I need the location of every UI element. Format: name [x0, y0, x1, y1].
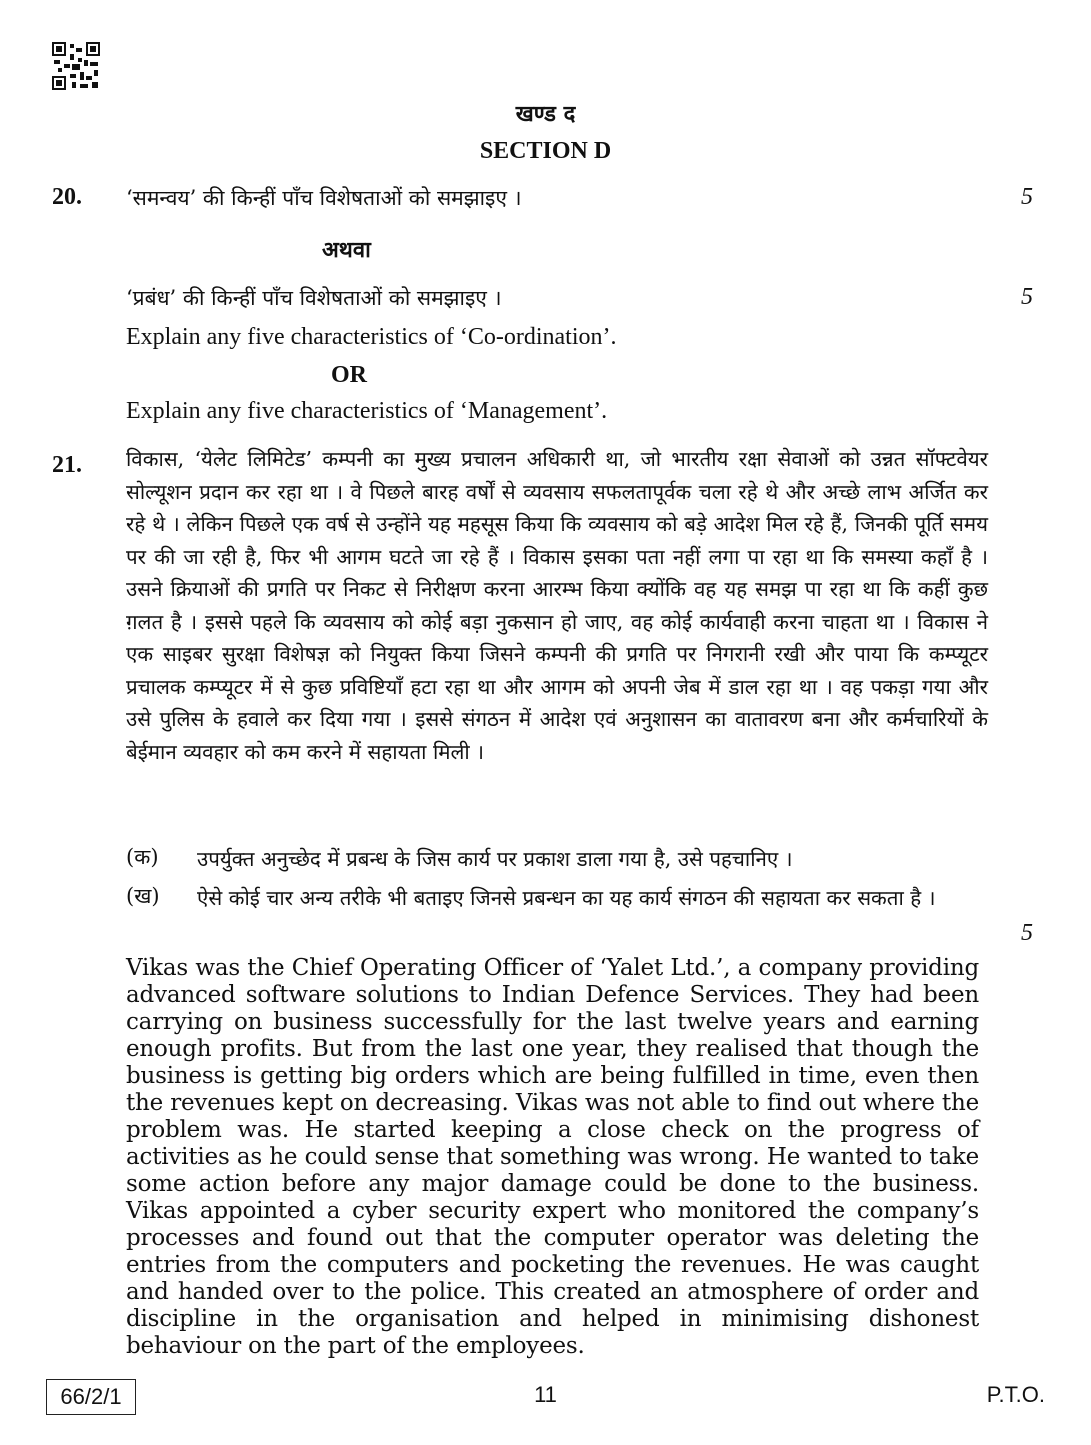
q20-or-english: OR [331, 362, 367, 388]
q20-marks-a: 5 [1021, 184, 1033, 210]
q21-hindi-paragraph: विकास, ‘येलेट लिमिटेड’ कम्पनी का मुख्य प्रचालन अधिकारी था, जो भारतीय रक्षा सेवाओं को उन्नत सॉफ्टवेयर सोल्यूशन प्रदान कर रहा था । वे पिछले बारह वर्षों से व्यवसाय सफलतापूर्वक चला रहे थे और अच्छे लाभ अर्जित कर रहे थे । लेकिन पिछले एक वर्ष से उन्होंने यह महसूस किया कि व्यवसाय को बड़े आदेश मिल रहे हैं, जिनकी पूर्ति समय पर की जा रही है, फिर भी आगम घटते जा रहे हैं । विकास इसका पता नहीं लगा पा रहा था कि समस्या कहाँ है । उसने क्रियाओं की प्रगति पर निकट से निरीक्षण करना आरम्भ किया क्योंकि वह यह समझ पा रहा था कि कहीं कुछ ग़लत है । इससे पहले कि व्यवसाय को कोई बड़ा नुकसान हो जाए, वह कोई कार्यवाही करना चाहता था । विकास ने एक साइबर सुरक्षा विशेषज्ञ को नियुक्त किया जिसने कम्पनी की प्रगति पर निगरानी रखी और पाया कि कम्प्यूटर प्रचालक कम्प्यूटर में से कुछ प्रविष्टियाँ हटा रहा था और आगम को अपनी जेब में डाल रहा था । वह पकड़ा गया और उसे पुलिस के हवाले कर दिया गया । इससे संगठन में आदेश एवं अनुशासन का वातावरण बना और कर्मचारियों के बेईमान व्यवहार को कम करने में सहायता मिली । [126, 447, 988, 764]
question-number-21: 21. [52, 452, 82, 478]
q21-english-paragraph: Vikas was the Chief Operating Officer of ‘Yalet Ltd.’, a company providing advanced software solutions to Indian Defence Services. They had been carrying on business successfully for the last twelve years and earning enough profits. But from the last one year, they realised that though the business is getting big orders which are being fulfilled in time, even then the revenues kept on decreasing. Vikas was not able to find out where the problem was. He started keeping a close check on the progress of activities as he could sense that something was wrong. He wanted to take some action before any major damage could be done to the business. Vikas appointed a cyber security expert who monitored the company’s processes and found out that the computer operator was deleting the entries from the computers and pocketing the revenues. He was caught and handed over to the police. This created an atmosphere of order and discipline in the organisation and helped in minimising dishonest behaviour on the part of the employees. [126, 955, 979, 1359]
q21-marks: 5 [1021, 920, 1033, 946]
please-turn-over: P.T.O. [986, 1382, 1045, 1407]
q21-sub-b-label: (ख) [126, 884, 160, 908]
q20-english-b: Explain any five characteristics of ‘Management’. [126, 398, 608, 424]
q20-or-hindi: अथवा [322, 237, 371, 263]
qr-code-icon [52, 42, 100, 90]
page-number: 11 [534, 1382, 557, 1407]
q21-sub-a-text: उपर्युक्त अनुच्छेद में प्रबन्ध के जिस कार्य पर प्रकाश डाला गया है, उसे पहचानिए । [197, 847, 793, 871]
section-title-hindi: खण्ड द [515, 101, 576, 127]
q20-marks-b: 5 [1021, 284, 1033, 310]
q20-hindi-a: ‘समन्वय’ की किन्हीं पाँच विशेषताओं को समझाइए । [126, 186, 522, 210]
q20-english-a: Explain any five characteristics of ‘Co-ordination’. [126, 324, 617, 350]
question-number-20: 20. [52, 184, 82, 210]
paper-code-box: 66/2/1 [46, 1379, 136, 1415]
section-title-english: SECTION D [479, 138, 612, 164]
q21-sub-b-text: ऐसे कोई चार अन्य तरीके भी बताइए जिनसे प्रबन्धन का यह कार्य संगठन की सहायता कर सकता है । [197, 886, 936, 910]
q20-hindi-b: ‘प्रबंध’ की किन्हीं पाँच विशेषताओं को समझाइए । [126, 286, 502, 310]
q21-sub-a-label: (क) [126, 845, 159, 869]
